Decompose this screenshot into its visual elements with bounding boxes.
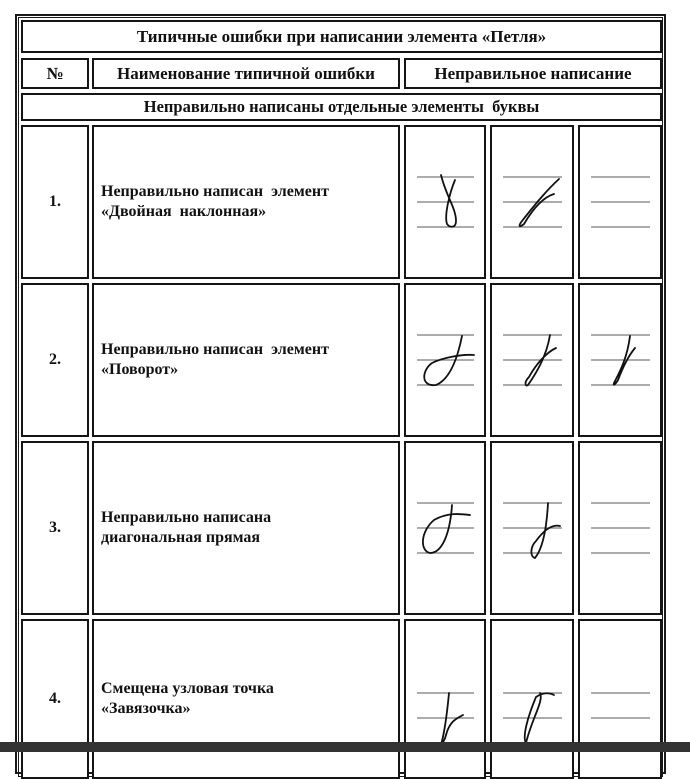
handwriting-sample-cell — [490, 441, 574, 615]
row-number: 2. — [49, 351, 61, 368]
bottom-bar — [0, 742, 690, 752]
header-name-text: Наименование типичной ошибки — [117, 63, 375, 83]
writing-guide — [492, 285, 572, 435]
row-description-line1: Смещена узловая точка — [101, 680, 274, 697]
row-description-cell — [92, 441, 400, 615]
row-number: 4. — [49, 690, 61, 707]
section-header-text: Неправильно написаны отдельные элементы буквы — [143, 97, 540, 116]
section-header — [21, 93, 662, 121]
row-description-cell — [92, 619, 400, 779]
handwriting-sample-cell — [404, 441, 486, 615]
table-title-text: Типичные ошибки при написании элемента «Петля» — [136, 26, 547, 46]
writing-guide — [492, 127, 572, 277]
writing-guide — [406, 127, 484, 277]
row-description-line2: «Двойная наклонная» — [101, 203, 267, 220]
handwritten-loop-stroke — [441, 175, 456, 227]
writing-guide — [492, 621, 572, 777]
row-description-line2: «Завязочка» — [101, 700, 191, 717]
empty-sample-cell — [578, 619, 662, 779]
empty-sample-cell — [578, 125, 662, 279]
row-number: 1. — [49, 193, 61, 210]
row-number: 3. — [49, 519, 61, 536]
handwriting-sample-cell — [578, 283, 662, 437]
header-name — [92, 58, 400, 89]
handwritten-loop-stroke — [423, 505, 470, 553]
row-description-cell — [92, 125, 400, 279]
writing-guide — [580, 621, 660, 777]
handwriting-sample-cell — [404, 283, 486, 437]
row-number-cell — [21, 619, 89, 779]
row-description-line2: «Поворот» — [101, 361, 179, 378]
handwritten-loop-stroke — [531, 503, 560, 558]
writing-guide — [406, 621, 484, 777]
row-description-cell — [92, 283, 400, 437]
writing-guide — [580, 443, 660, 613]
writing-guide — [406, 443, 484, 613]
handwriting-sample-cell — [490, 619, 574, 779]
row-description-line1: Неправильно написана — [101, 509, 272, 526]
row-description — [101, 679, 274, 719]
handwriting-sample-cell — [490, 125, 574, 279]
row-description-line1: Неправильно написан элемент — [101, 183, 329, 200]
row-description-line1: Неправильно написан элемент — [101, 341, 329, 358]
row-description — [101, 340, 329, 380]
handwriting-sample-cell — [404, 619, 486, 779]
table-title — [21, 20, 662, 53]
header-wrong-writing — [404, 58, 662, 89]
handwriting-sample-cell — [404, 125, 486, 279]
row-number-cell — [21, 283, 89, 437]
row-number-cell — [21, 125, 89, 279]
header-wrong-writing-text: Неправильное написание — [434, 63, 632, 83]
row-description-line2: диагональная прямая — [101, 529, 261, 546]
header-number — [21, 58, 89, 89]
writing-guide — [580, 127, 660, 277]
header-number-text: № — [46, 63, 64, 83]
writing-guide — [580, 285, 660, 435]
empty-sample-cell — [578, 441, 662, 615]
row-number-cell — [21, 441, 89, 615]
writing-guide — [492, 443, 572, 613]
writing-guide — [406, 285, 484, 435]
row-description — [101, 508, 271, 548]
row-description — [101, 182, 329, 222]
handwriting-sample-cell — [490, 283, 574, 437]
